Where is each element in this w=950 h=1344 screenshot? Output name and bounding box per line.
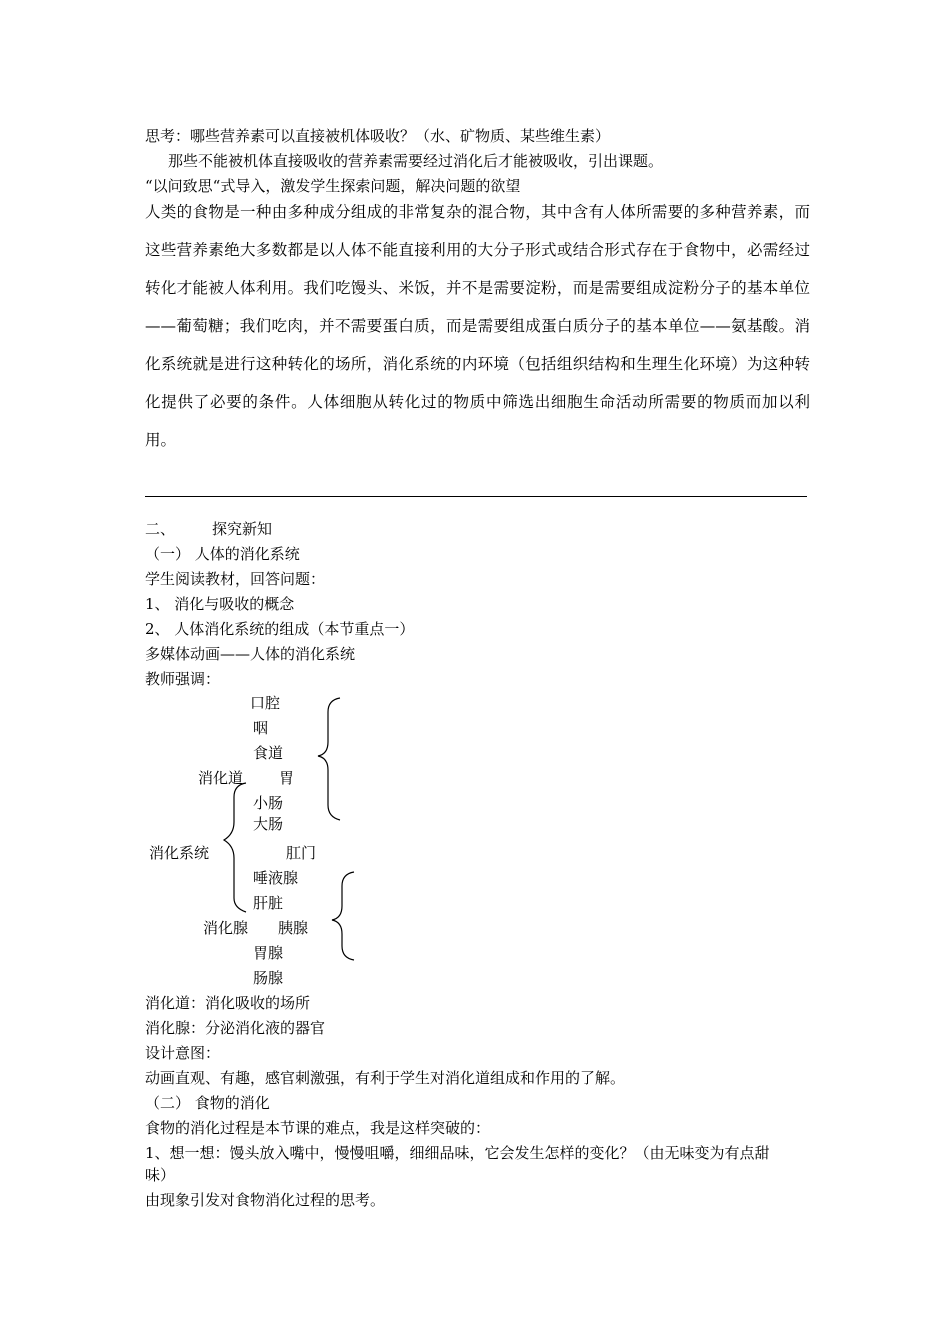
think-question: 思考：哪些营养素可以直接被机体吸收？（水、矿物质、某些维生素） bbox=[145, 127, 611, 145]
subsection-title-1: （一） 人体的消化系统 bbox=[145, 545, 300, 563]
tract-item: 小肠 bbox=[253, 794, 284, 812]
tract-brace bbox=[318, 698, 340, 820]
intro-paragraph: 人类的食物是一种由多种成分组成的非常复杂的混合物，其中含有人体所需要的多种营养素，而这些营养素绝大多数都是以人体不能直接利用的大分子形式或结合形式存在于食物中，必需经过转化才能被人体利用。我们吃馒头、米饭，并不是需要淀粉，而是需要组成淀粉分子的基本单位——葡萄糖；我们吃肉，并不需要蛋白质，而是需要组成蛋白质分子的基本单位——氨基酸。消化系统就是进行这种转化的场所，消化系统的内环境（包括组织结构和生理生化环境）为这种转化提供了必要的条件。人体细胞从转化过的物质中筛选出细胞生命活动所需要的物质而加以利用。 bbox=[145, 203, 810, 449]
diagram-root-label: 消化系统 bbox=[149, 844, 210, 862]
gland-item: 唾液腺 bbox=[253, 869, 299, 887]
tract-group-brace bbox=[224, 783, 246, 870]
question-2: 2、 人体消化系统的组成（本节重点一） bbox=[145, 620, 415, 638]
tract-item: 食道 bbox=[253, 744, 284, 762]
design-intent-text: 动画直观、有趣，感官刺激强，有利于学生对消化道组成和作用的了解。 bbox=[145, 1069, 626, 1087]
gland-item: 肠腺 bbox=[253, 969, 284, 987]
lead-in-line: 那些不能被机体直接吸收的营养素需要经过消化后才能被吸收，引出课题。 bbox=[168, 152, 664, 170]
gland-item: 胰腺 bbox=[278, 919, 309, 937]
difficulty-line: 食物的消化过程是本节课的难点，我是这样突破的： bbox=[145, 1119, 491, 1137]
multimedia-line: 多媒体动画——人体的消化系统 bbox=[145, 645, 356, 663]
gland-item: 胃腺 bbox=[253, 944, 284, 962]
teacher-emphasis: 教师强调： bbox=[145, 670, 221, 688]
section-number: 二、 bbox=[145, 520, 176, 538]
gland-brace bbox=[332, 872, 354, 960]
subsection-title-2: （二） 食物的消化 bbox=[145, 1094, 270, 1112]
think-step-1-line1: 1、想一想：馒头放入嘴中，慢慢咀嚼，细细品味，它会发生怎样的变化？（由无味变为有点甜 bbox=[145, 1144, 770, 1162]
think-step-1-line2: 味） bbox=[145, 1166, 176, 1184]
tract-item: 肛门 bbox=[286, 844, 317, 862]
gland-item: 肝脏 bbox=[253, 894, 284, 912]
gland-definition: 消化腺：分泌消化液的器官 bbox=[145, 1019, 326, 1037]
conclusion-line: 由现象引发对食物消化过程的思考。 bbox=[145, 1191, 386, 1209]
design-note: “以问致思“式导入，激发学生探索问题，解决问题的欲望 bbox=[145, 177, 521, 195]
gland-label: 消化腺 bbox=[203, 919, 249, 937]
question-1: 1、 消化与吸收的概念 bbox=[145, 595, 295, 613]
gland-group-brace bbox=[234, 870, 246, 912]
tract-label: 消化道 bbox=[198, 769, 244, 787]
design-intent-label: 设计意图： bbox=[145, 1044, 221, 1062]
tract-item: 大肠 bbox=[253, 815, 284, 833]
tract-item: 咽 bbox=[253, 719, 269, 737]
tract-definition: 消化道：消化吸收的场所 bbox=[145, 994, 311, 1012]
tract-item: 口腔 bbox=[250, 694, 281, 712]
section-title: 探究新知 bbox=[212, 520, 273, 538]
tract-item: 胃 bbox=[279, 769, 295, 787]
horizontal-rule bbox=[145, 496, 807, 497]
reading-instruction: 学生阅读教材，回答问题： bbox=[145, 570, 326, 588]
